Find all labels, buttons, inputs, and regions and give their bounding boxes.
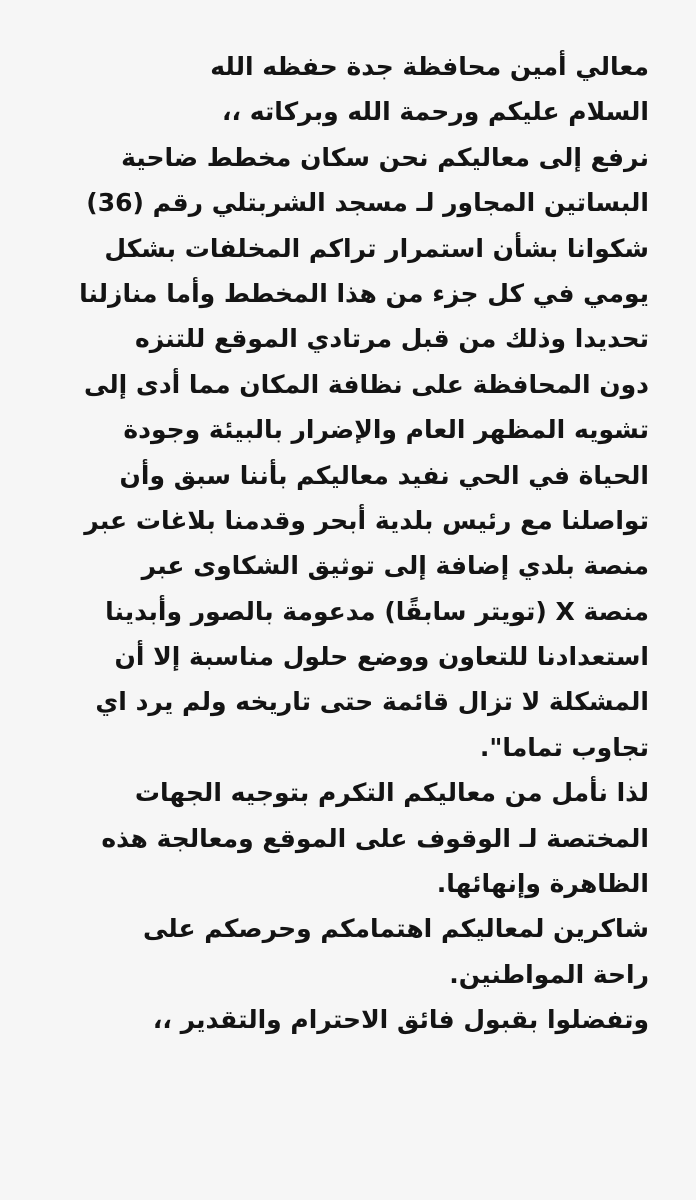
request-line: الظاهرة وإنهائها. bbox=[436, 869, 649, 899]
body-line: نرفع إلى معاليكم نحن سكان مخطط ضاحية bbox=[121, 142, 649, 172]
body-line: منصة بلدي إضافة إلى توثيق الشكاوى عبر bbox=[141, 551, 649, 581]
request-line: المختصة لـ الوقوف على الموقع ومعالجة هذه bbox=[101, 823, 649, 853]
body-line: تواصلنا مع رئيس بلدية أبحر وقدمنا بلاغات عبر bbox=[84, 505, 649, 535]
letter-body bbox=[0, 44, 696, 1043]
body-line: تجاوب تماما". bbox=[479, 732, 649, 762]
body-line: تحديدا وذلك من قبل مرتادي الموقع للتنزه bbox=[134, 324, 649, 354]
body-line: منصة X (تويتر سابقًا) مدعومة بالصور وأبدينا bbox=[105, 596, 649, 626]
body-line: تشويه المظهر العام والإضرار بالبيئة وجودة bbox=[123, 415, 649, 445]
greeting-line: السلام عليكم ورحمة الله وبركاته ،، bbox=[222, 97, 649, 127]
body-line: شكوانا بشأن استمرار تراكم المخلفات بشكل bbox=[104, 233, 649, 263]
salutation-line: معالي أمين محافظة جدة حفظه الله bbox=[210, 52, 649, 81]
body-line: الحياة في الحي نفيد معاليكم بأننا سبق وأن bbox=[119, 460, 649, 490]
thanks-line: شاكرين لمعاليكم اهتمامكم وحرصكم على bbox=[142, 914, 649, 944]
body-line: دون المحافظة على نظافة المكان مما أدى إلى bbox=[83, 369, 649, 399]
body-line: استعدادنا للتعاون ووضع حلول مناسبة إلا أن bbox=[114, 642, 649, 672]
body-line: يومي في كل جزء من هذا المخطط وأما منازلنا bbox=[79, 278, 649, 308]
request-line: لذا نأمل من معاليكم التكرم بتوجيه الجهات bbox=[134, 778, 649, 808]
body-line: المشكلة لا تزال قائمة حتى تاريخه ولم يرد اي bbox=[95, 687, 649, 717]
body-line: البساتين المجاور لـ مسجد الشربتلي رقم (36) bbox=[86, 188, 649, 218]
thanks-line: راحة المواطنين. bbox=[449, 959, 649, 989]
closing-line: وتفضلوا بقبول فائق الاحترام والتقدير ،، bbox=[152, 1005, 649, 1035]
